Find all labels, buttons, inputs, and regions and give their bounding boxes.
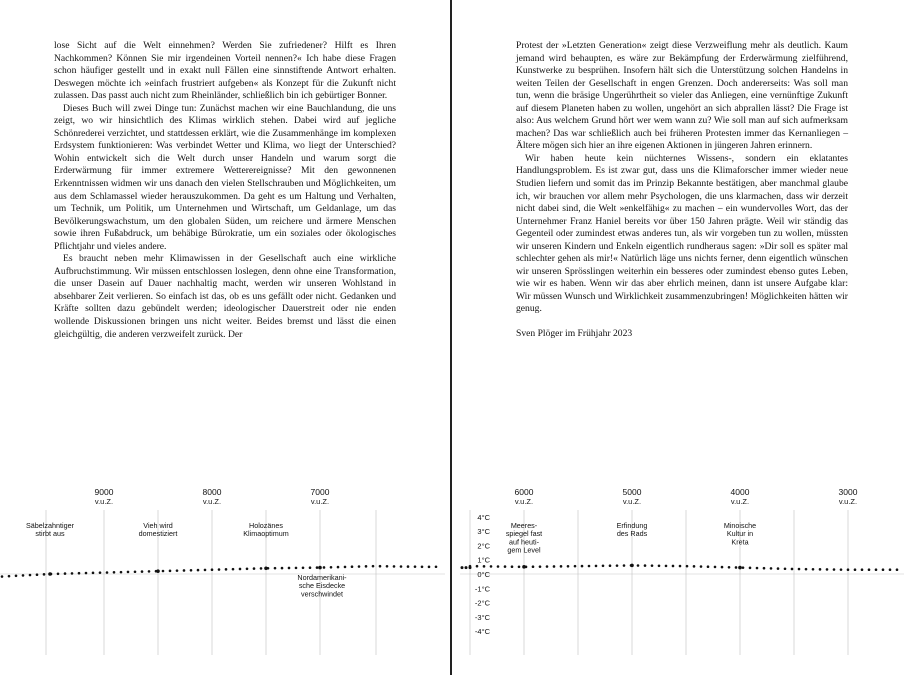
temperature-dot-14 <box>99 571 102 574</box>
temperature-dot-90 <box>658 564 661 567</box>
temperature-dot-24 <box>169 570 172 573</box>
temperature-dot-81 <box>595 565 598 568</box>
temperature-dot-26 <box>183 569 186 572</box>
temperature-dot-120 <box>868 568 871 571</box>
event-label-3-1: sche Eisdecke <box>298 581 346 591</box>
temperature-dot-37 <box>260 567 263 570</box>
temperature-dot-118 <box>854 568 857 571</box>
temperature-dot-19 <box>134 570 137 573</box>
temperature-dot-43 <box>302 566 305 569</box>
x-tick-sub-8000: v.u.Z. <box>202 497 222 506</box>
temperature-dot-49 <box>344 566 347 569</box>
temperature-dot-57 <box>400 565 403 568</box>
event-marker-0 <box>48 572 52 576</box>
temperature-dot-116 <box>840 568 843 571</box>
event-label-6-0: Minoische <box>723 521 757 530</box>
temperature-dot-29 <box>204 569 207 572</box>
temperature-dot-100 <box>728 566 731 569</box>
temperature-dot-104 <box>756 567 759 570</box>
y-tick-label-1: 3°C <box>477 527 490 537</box>
temperature-dot-44 <box>309 566 312 569</box>
temperature-dot-30 <box>211 568 214 571</box>
right-paragraph-2: Wir haben heute kein nüchternes Wissens-, sondern ein eklatantes Handlungsproblem. Es ist zwar gut, dass uns die Klimaforscher immer wieder neue Studien liefern und somit das im Prinzip Bekannte bestätigen, aber manchmal glaube ich, wir brauchen vor allem mehr Psychologen, die uns klarmachen, dass wir derzeit nicht dabei sind, die Welt »enkelfähig« zu machen – ein wundervolles Wort, das der Unternehmer Franz Haniel bereits vor über 150 Jahren prägte. Weil wir ständig das Gegenteil oder zumindest etwas anderes tun, als wir vorgeben tun zu wollen, müssten wir unseren Kindern und Enkeln eigentlich rundheraus sagen: »Dir soll es später mal schlechter gehen als mir!« Natürlich läge uns nichts ferner, denn eigentlich wünschen wir unseren Sprösslingen weiterhin ein besseres oder zumindest ebenso gutes Leben, wie wir es haben. Wenn wir das aber ehrlich meinen, dann ist unsere Aufgabe klar: Wir müssen Wunsch und Wirklichkeit zusammenzubringen! Möglichkeiten hätten wir genug. <box>516 152 848 315</box>
event-marker-2 <box>264 566 268 570</box>
event-marker-5 <box>630 564 634 568</box>
x-tick-sub-6000: v.u.Z. <box>514 497 534 506</box>
temperature-dot-27 <box>190 569 193 572</box>
temperature-dot-17 <box>120 571 123 574</box>
temperature-dot-106 <box>770 567 773 570</box>
temperature-dot-13 <box>92 572 95 575</box>
temperature-dot-98 <box>714 566 717 569</box>
temperature-dot-6 <box>43 573 46 576</box>
temperature-dot-109 <box>791 568 794 571</box>
temperature-dot-61 <box>428 566 431 569</box>
event-label-0-0: Säbelzahntiger <box>26 521 74 530</box>
temperature-dot-72 <box>532 565 535 568</box>
temperature-dot-54 <box>379 565 382 568</box>
temperature-dot-20 <box>141 570 144 573</box>
y-tick-label-6: -2°C <box>474 598 490 608</box>
event-marker-3 <box>318 566 322 570</box>
x-tick-label-5000: 5000 <box>622 487 642 497</box>
event-label-4-3: gem Level <box>507 545 541 555</box>
x-tick-label-8000: 8000 <box>202 487 222 497</box>
temperature-dot-46 <box>323 566 326 569</box>
event-label-0-1: stirbt aus <box>35 529 65 539</box>
temperature-dot-21 <box>148 570 151 573</box>
temperature-dot-4 <box>29 574 32 577</box>
temperature-dot-94 <box>686 565 689 568</box>
temperature-dot-117 <box>847 568 850 571</box>
left-body-text <box>54 40 396 341</box>
temperature-dot-76 <box>560 565 563 568</box>
temperature-dot-8 <box>57 572 60 575</box>
temperature-dot-121 <box>875 568 878 571</box>
temperature-lead-dot-2 <box>469 566 472 569</box>
temperature-dot-115 <box>833 568 836 571</box>
temperature-dot-88 <box>644 564 647 567</box>
event-label-3-0: Nordamerikani- <box>297 573 347 582</box>
temperature-dot-5 <box>36 573 39 576</box>
temperature-dot-9 <box>64 572 67 575</box>
temperature-dot-82 <box>602 565 605 568</box>
x-tick-label-3000: 3000 <box>838 487 858 497</box>
temperature-dot-68 <box>504 565 507 568</box>
y-tick-label-2: 2°C <box>477 541 490 551</box>
temperature-dot-41 <box>288 567 291 570</box>
left-paragraph-3: Es braucht neben mehr Klimawissen in der Gesellschaft auch eine wirkliche Aufbruchstimmung. Wir müssen entschlossen loslegen, denn ohne eine Transformation, die unser Dasein auf Dauer nachhaltig macht, werden wir unseren Wohlstand in absehbarer Zeit verlieren. So einfach ist das, ob es uns gefällt oder nicht. Gedanken und Kräfte sollten dazu gebündelt werden; ideologischer Dauerstreit oder nie enden wollende Diskussionen bringen uns nicht weiter. Beides bremst und lässt die einen gleichgültig, die anderen verzweifelt zurück. Der <box>54 253 396 340</box>
event-marker-6 <box>738 566 742 570</box>
temperature-dot-33 <box>232 568 235 571</box>
event-label-4-1: spiegel fast <box>505 529 543 539</box>
temperature-dot-51 <box>358 565 361 568</box>
temperature-dot-103 <box>749 567 752 570</box>
temperature-dot-91 <box>665 565 668 568</box>
left-paragraph-2: Dieses Buch will zwei Dinge tun: Zunächst machen wir eine Bauchlandung, die uns zeigt, wo wir hinsichtlich des Klimas wirklich stehen. Dabei wird auf jegliche Schönrederei verzichtet, und stattdessen erklärt, wie die Zusammenhänge im komplexen Erdsystem funktionieren: Was verbindet Wetter und Klima, wo liegt der Unterschied? Wohin entwickelt sich die Welt durch unser Handeln und warum sorgt die Erderwärmung für immer extremere Wetterereignisse? Mit den gewonnenen Erkenntnissen widmen wir uns danach den vielen Stellschrauben und Möglichkeiten, um aus dem Schlamassel wieder herauszukommen. Da geht es um Haltung und Verhalten, um Technik, um Politik, um Unternehmen und Wirtschaft, um Geldanlage, um das Bevölkerungswachstum, um den globalen Süden, um reichere und ärmere Menschen sowie ihren Fußabdruck, um behäbige Bürokratie, um ein soziales oder ökologisches Pflichtjahr und vieles andere. <box>54 102 396 252</box>
temperature-dot-10 <box>71 572 74 575</box>
temperature-dot-97 <box>707 565 710 568</box>
temperature-dot-73 <box>539 565 542 568</box>
y-tick-label-0: 4°C <box>477 512 490 522</box>
temperature-dot-35 <box>246 567 249 570</box>
temperature-dot-78 <box>574 565 577 568</box>
event-marker-1 <box>156 569 160 573</box>
temperature-dot-58 <box>407 565 410 568</box>
temperature-dot-3 <box>22 574 25 577</box>
temperature-dot-84 <box>616 564 619 567</box>
temperature-dot-87 <box>637 564 640 567</box>
event-label-3-2: verschwindet <box>301 589 343 599</box>
event-label-1-1: domestiziert <box>138 529 178 539</box>
temperature-lead-dot-1 <box>465 566 468 569</box>
x-tick-label-7000: 7000 <box>310 487 330 497</box>
x-tick-sub-9000: v.u.Z. <box>94 497 114 506</box>
temperature-dot-59 <box>414 565 417 568</box>
temperature-dot-99 <box>721 566 724 569</box>
event-label-2-1: Klimaoptimum <box>243 529 289 539</box>
x-tick-label-6000: 6000 <box>514 487 534 497</box>
temperature-dot-64 <box>476 565 479 568</box>
temperature-dot-83 <box>609 564 612 567</box>
y-tick-label-4: 0°C <box>477 570 490 579</box>
temperature-dot-89 <box>651 564 654 567</box>
climate-timeline-chart <box>0 480 904 670</box>
x-tick-sub-4000: v.u.Z. <box>730 497 750 506</box>
temperature-dot-52 <box>365 565 368 568</box>
temperature-dot-12 <box>85 572 88 575</box>
event-marker-4 <box>522 565 526 569</box>
author-signature: Sven Plöger im Frühjahr 2023 <box>516 328 633 340</box>
temperature-dot-23 <box>162 570 165 573</box>
temperature-dot-42 <box>295 567 298 570</box>
y-tick-label-5: -1°C <box>474 584 490 594</box>
temperature-dot-123 <box>889 568 892 571</box>
temperature-dot-56 <box>393 565 396 568</box>
temperature-dot-119 <box>861 568 864 571</box>
temperature-dot-45 <box>316 566 319 569</box>
event-label-5-1: des Rads <box>616 529 648 539</box>
right-paragraph-1: Protest der »Letzten Generation« zeigt diese Verzweiflung mehr als deutlich. Kaum jemand wird behaupten, es wäre zur Bekämpfung der Erderwärmung zielführend, Kunstwerke zu besprühen. Insofern hält sich die Unterstützung solchen Handelns in weiten Teilen der Gesellschaft in engen Grenzen. Doch andererseits: Was soll man tun, wenn die bräsige Ungerührtheit so vieler das Anliegen, eine vernünftige Zukunft auf diesem Planeten haben zu wollen, ungehört an sich abprallen lässt? Die Frage ist also: Aus welchem Grund hört wer wem wann zu? Wie soll man auf sich aufmerksam machen? Das war schließlich auch bei früheren Protesten immer das Kernanliegen – Ältere mögen sich hier an ihre eigenen Aktionen in jüngeren Jahren erinnern. <box>516 40 848 152</box>
y-tick-label-7: -3°C <box>474 612 490 622</box>
x-tick-label-9000: 9000 <box>94 487 114 497</box>
event-label-6-1: Kultur in <box>726 529 754 539</box>
temperature-dot-85 <box>623 564 626 567</box>
temperature-dot-62 <box>435 565 438 568</box>
temperature-dot-93 <box>679 565 682 568</box>
temperature-dot-15 <box>106 571 109 574</box>
temperature-dot-111 <box>805 568 808 571</box>
left-paragraph-1: lose Sicht auf die Welt einnehmen? Werden Sie zufriedener? Hilft es Ihren Nachkommen? Können Sie mir irgendeinen Vorteil nennen?« Ich habe diese Fragen schon häufiger gestellt und in exakt null Fällen eine sinnstiftende Antwort erhalten. Deswegen möchte ich »einfach frustriert aufgeben« als Konzept für die Zukunft nicht zulassen. Das passt auch nicht zum Rheinländer, schließlich bin ich gebürtiger Bonner. <box>54 40 396 102</box>
temperature-dot-113 <box>819 568 822 571</box>
temperature-dot-60 <box>421 565 424 568</box>
event-label-1-0: Vieh wird <box>143 521 173 530</box>
temperature-dot-0 <box>1 575 4 578</box>
temperature-dot-112 <box>812 568 815 571</box>
temperature-dot-25 <box>176 569 179 572</box>
temperature-dot-53 <box>372 565 375 568</box>
event-label-5-0: Erfindung <box>616 521 648 530</box>
temperature-dot-92 <box>672 565 675 568</box>
temperature-dot-32 <box>225 568 228 571</box>
temperature-lead-dot-0 <box>461 566 464 569</box>
temperature-dot-110 <box>798 568 801 571</box>
temperature-dot-77 <box>567 565 570 568</box>
temperature-dot-1 <box>8 575 11 578</box>
temperature-dot-75 <box>553 565 556 568</box>
temperature-dot-50 <box>351 565 354 568</box>
temperature-dot-34 <box>239 568 242 571</box>
temperature-dot-31 <box>218 568 221 571</box>
right-body-text <box>516 40 848 341</box>
temperature-dot-28 <box>197 569 200 572</box>
event-label-4-0: Meeres- <box>510 521 538 530</box>
temperature-dot-55 <box>386 565 389 568</box>
x-tick-sub-3000: v.u.Z. <box>838 497 858 506</box>
temperature-dot-79 <box>581 565 584 568</box>
temperature-dot-67 <box>497 565 500 568</box>
y-tick-label-3: 1°C <box>477 555 490 565</box>
temperature-dot-124 <box>896 568 899 571</box>
temperature-dot-74 <box>546 565 549 568</box>
temperature-dot-18 <box>127 571 130 574</box>
temperature-dot-66 <box>490 565 493 568</box>
x-tick-sub-5000: v.u.Z. <box>622 497 642 506</box>
temperature-dot-2 <box>15 575 18 578</box>
temperature-dot-39 <box>274 567 277 570</box>
temperature-dot-101 <box>735 566 738 569</box>
temperature-dot-48 <box>337 566 340 569</box>
x-tick-label-4000: 4000 <box>730 487 750 497</box>
event-label-6-2: Kreta <box>731 537 749 547</box>
y-tick-label-8: -4°C <box>474 627 490 637</box>
temperature-dot-122 <box>882 568 885 571</box>
temperature-dot-107 <box>777 567 780 570</box>
temperature-dot-65 <box>483 565 486 568</box>
temperature-dot-80 <box>588 565 591 568</box>
x-tick-sub-7000: v.u.Z. <box>310 497 330 506</box>
temperature-dot-114 <box>826 568 829 571</box>
temperature-dot-16 <box>113 571 116 574</box>
event-label-4-2: auf heuti- <box>509 537 539 547</box>
temperature-dot-47 <box>330 566 333 569</box>
temperature-dot-105 <box>763 567 766 570</box>
temperature-dot-70 <box>518 565 521 568</box>
temperature-dot-102 <box>742 566 745 569</box>
temperature-dot-11 <box>78 572 81 575</box>
temperature-dot-69 <box>511 565 514 568</box>
temperature-dot-95 <box>693 565 696 568</box>
temperature-dot-36 <box>253 567 256 570</box>
temperature-dot-96 <box>700 565 703 568</box>
temperature-dot-108 <box>784 567 787 570</box>
temperature-dot-40 <box>281 567 284 570</box>
event-label-2-0: Holozänes <box>249 521 283 530</box>
